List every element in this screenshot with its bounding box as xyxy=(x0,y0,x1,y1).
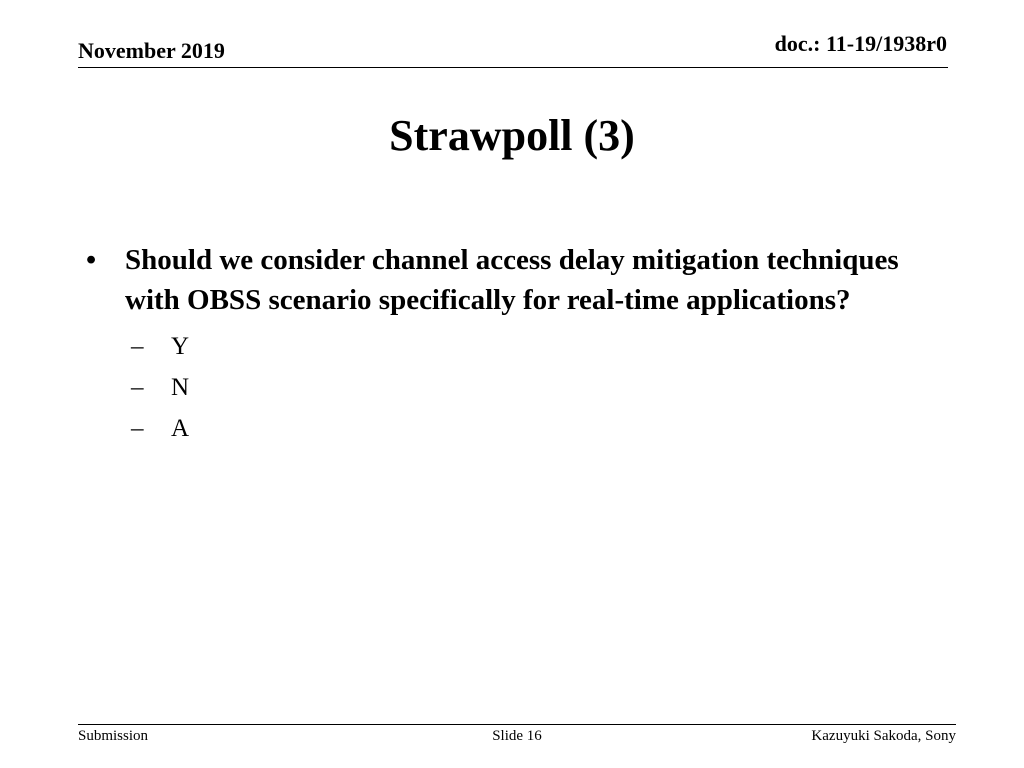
bullet-item xyxy=(86,240,966,320)
header-doc-id: doc.: 11-19/1938r0 xyxy=(774,31,947,56)
footer-divider xyxy=(78,724,956,725)
poll-option-label: Y xyxy=(171,333,190,360)
poll-option-label: N xyxy=(171,374,190,401)
dash-icon: – xyxy=(131,333,144,360)
footer-slide-number: Slide 16 xyxy=(492,728,542,744)
poll-option-yes xyxy=(131,326,966,367)
slide-title: Strawpoll (3) xyxy=(389,111,635,160)
header-date: November 2019 xyxy=(78,38,225,63)
bullet-icon: • xyxy=(86,244,97,276)
poll-option-label: A xyxy=(171,415,190,442)
poll-options xyxy=(86,326,966,449)
footer-submission: Submission xyxy=(78,728,149,744)
dash-icon: – xyxy=(131,374,144,401)
poll-option-no xyxy=(131,367,966,408)
dash-icon: – xyxy=(131,415,144,442)
footer-author: Kazuyuki Sakoda, Sony xyxy=(811,728,956,744)
header-divider xyxy=(78,67,948,68)
slide-content xyxy=(86,240,966,449)
bullet-text: Should we consider channel access delay mitigation techniques with OBSS scenario specifically for real-time applications? xyxy=(125,244,899,316)
poll-option-abstain xyxy=(131,408,966,449)
